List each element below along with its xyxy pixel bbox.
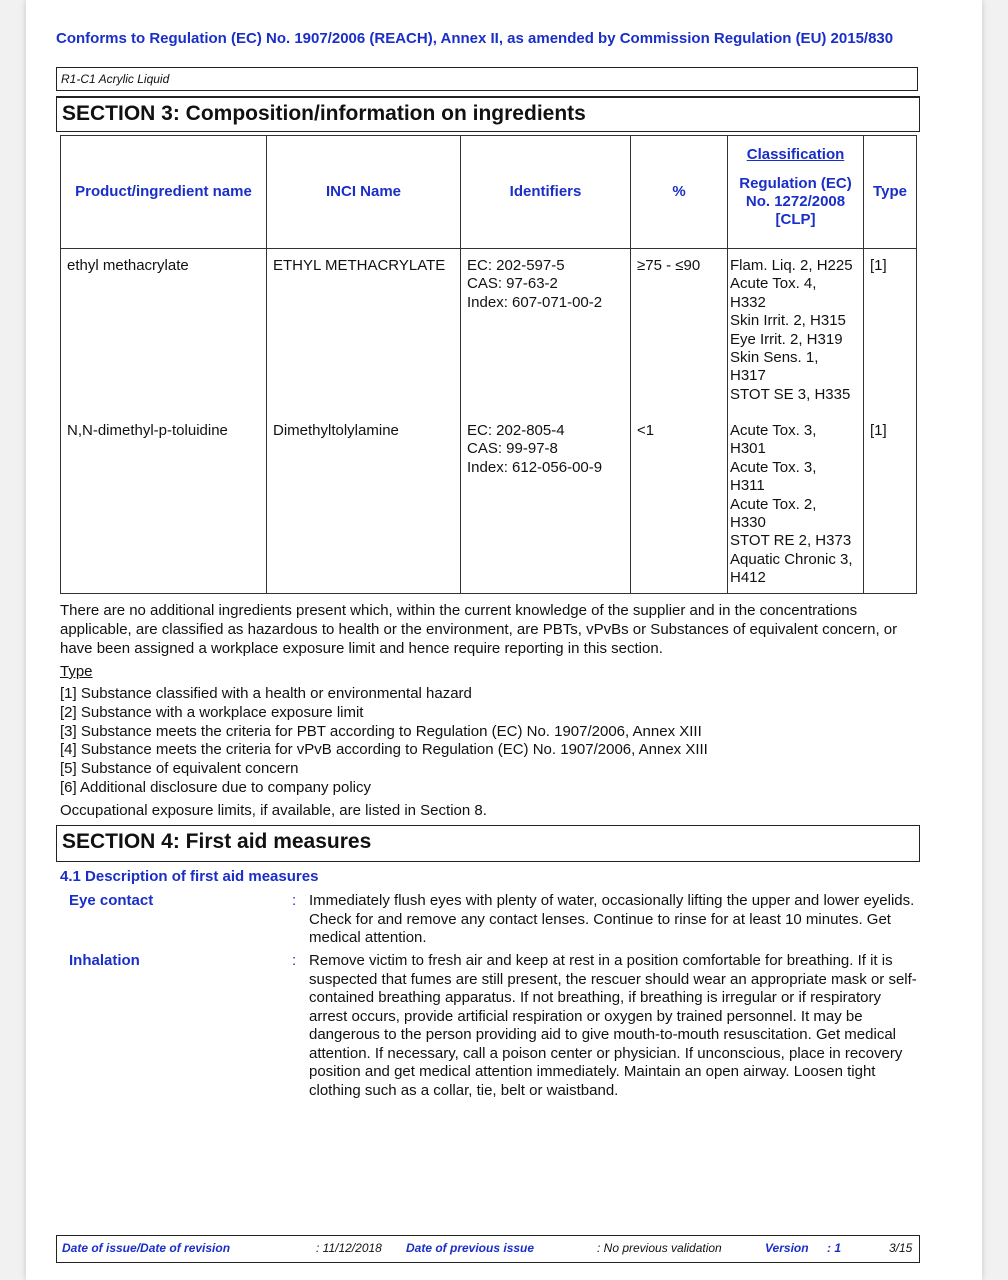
col-header-identifiers: Identifiers <box>461 136 631 249</box>
cell-identifiers: EC: 202-597-5 CAS: 97-63-2 Index: 607-071-00-2 <box>461 249 631 415</box>
col-header-type: Type <box>864 136 917 249</box>
version-label: Version <box>765 1241 809 1255</box>
list-item: [3] Substance meets the criteria for PBT according to Regulation (EC) No. 1907/2006, Annex XIII <box>60 722 702 740</box>
cell-classification: Flam. Liq. 2, H225 Acute Tox. 4, H332 Skin Irrit. 2, H315 Eye Irrit. 2, H319 Skin Sens. 1, H317 STOT SE 3, H335 <box>728 249 864 415</box>
section-3-title: SECTION 3: Composition/information on ingredients <box>56 96 920 132</box>
list-item: [5] Substance of equivalent concern <box>60 760 299 778</box>
list-item: [4] Substance meets the criteria for vPvB according to Regulation (EC) No. 1907/2006, Annex XIII <box>60 741 708 759</box>
list-item: [2] Substance with a workplace exposure limit <box>60 703 364 721</box>
eye-contact-label: Eye contact <box>69 892 154 909</box>
page-footer <box>56 1235 920 1263</box>
cell-classification: Acute Tox. 3, H301 Acute Tox. 3, H311 Acute Tox. 2, H330 STOT RE 2, H373 Aquatic Chronic 3, H412 <box>728 414 864 594</box>
table-row <box>61 249 917 415</box>
section-4-title: SECTION 4: First aid measures <box>56 825 920 862</box>
issue-date-value: : 11/12/2018 <box>316 1241 382 1255</box>
inhalation-text: Remove victim to fresh air and keep at rest in a position comfortable for breathing. If it is suspected that fumes are still present, the rescuer should wear an appropriate mask or self-contained breathing apparatus. If not breathing, if breathing is irregular or if respiratory arrest occurs, provide artificial respiration or oxygen by trained personnel. It may be dangerous to the person providing aid to give mouth-to-mouth resuscitation. Get medical attention. If necessary, call a poison center or physician. If unconscious, place in recovery position and get medical attention immediately. Maintain an open airway. Loosen tight clothing such as a collar, tie, belt or waistband. <box>309 952 917 1099</box>
classification-regulation: Regulation (EC) No. 1272/2008 [CLP] <box>739 174 852 229</box>
occupational-note: Occupational exposure limits, if available, are listed in Section 8. <box>60 802 487 819</box>
table-header-row <box>61 136 917 249</box>
cell-type: [1] <box>864 249 917 415</box>
issue-date-label: Date of issue/Date of revision <box>62 1241 231 1255</box>
type-list <box>60 685 708 798</box>
cell-type: [1] <box>864 414 917 594</box>
col-header-classification <box>728 136 864 249</box>
table-row <box>61 414 917 594</box>
eye-contact-colon: : <box>292 892 297 909</box>
previous-issue-value: : No previous validation <box>597 1241 722 1255</box>
product-name-box: R1-C1 Acrylic Liquid <box>56 67 918 91</box>
inhalation-label: Inhalation <box>69 952 140 969</box>
previous-issue-label: Date of previous issue <box>406 1241 535 1255</box>
document-page <box>26 0 982 1280</box>
cell-name: ethyl methacrylate <box>61 249 267 415</box>
cell-percent: <1 <box>631 414 728 594</box>
page-number: 3/15 <box>889 1241 913 1255</box>
version-value: : 1 <box>827 1241 842 1255</box>
col-header-inci: INCI Name <box>267 136 461 249</box>
col-header-percent: % <box>631 136 728 249</box>
list-item: [1] Substance classified with a health or environmental hazard <box>60 685 472 702</box>
additional-ingredients-note: There are no additional ingredients present which, within the current knowledge of the supplier and in the concentrations applicable, are classified as hazardous to health or the environment, are PBTs, vPvBs or Substances of equivalent concern, or have been assigned a workplace exposure limit and hence require reporting in this section. <box>60 602 898 657</box>
inhalation-colon: : <box>292 952 297 969</box>
regulation-header: Conforms to Regulation (EC) No. 1907/2006 (REACH), Annex II, as amended by Commission Regulation (EU) 2015/830 <box>56 30 894 47</box>
cell-identifiers: EC: 202-805-4 CAS: 99-97-8 Index: 612-056-00-9 <box>461 414 631 594</box>
col-header-name: Product/ingredient name <box>61 136 267 249</box>
list-item: [6] Additional disclosure due to company policy <box>60 778 372 796</box>
classification-link[interactable]: Classification <box>746 146 845 164</box>
cell-percent: ≥75 - ≤90 <box>631 249 728 415</box>
eye-contact-text: Immediately flush eyes with plenty of water, occasionally lifting the upper and lower eyelids. Check for and remove any contact lenses. Continue to rinse for at least 10 minutes. Get medical attention. <box>309 892 915 946</box>
cell-name: N,N-dimethyl-p-toluidine <box>61 414 267 594</box>
type-heading: Type <box>60 663 93 680</box>
subsection-4-1-title: 4.1 Description of first aid measures <box>60 868 319 885</box>
cell-inci: ETHYL METHACRYLATE <box>267 249 461 415</box>
cell-inci: Dimethyltolylamine <box>267 414 461 594</box>
composition-table <box>60 135 917 594</box>
